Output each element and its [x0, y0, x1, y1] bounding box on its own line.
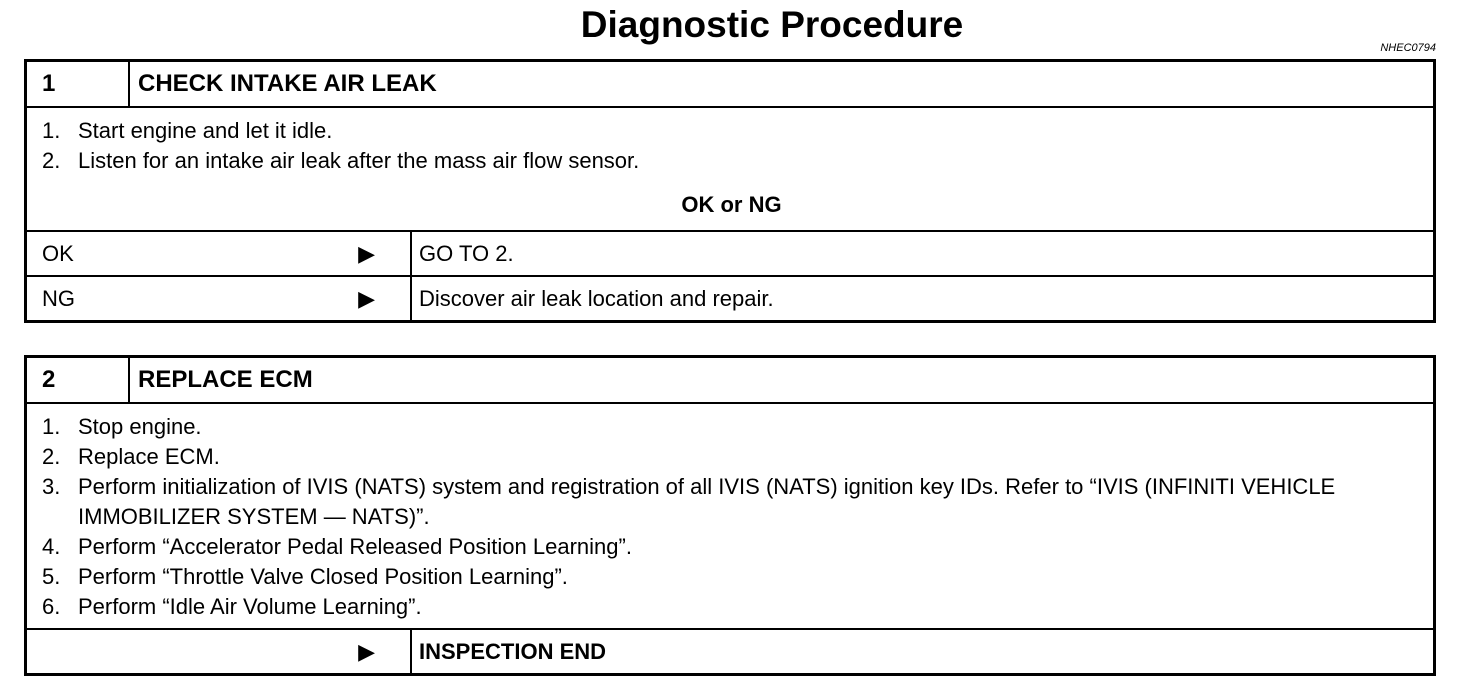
step-1-title: CHECK INTAKE AIR LEAK	[138, 70, 437, 97]
result-label: NG	[42, 286, 75, 311]
step-1-box	[24, 59, 1436, 323]
instruction-item	[42, 146, 1421, 176]
instruction-number: 1.	[42, 118, 61, 143]
instruction-text: Perform initialization of IVIS (NATS) system and registration of all IVIS (NATS) ignition key IDs. Refer to “IVIS (INFINITI VEHICLE IMMOBILIZER SYSTEM — NATS)”.	[78, 474, 1336, 529]
instruction-item	[42, 116, 1421, 146]
arrow-icon: ▶	[358, 241, 375, 266]
step-1-instructions	[27, 108, 1433, 230]
instruction-text: Stop engine.	[78, 414, 202, 439]
instruction-text: Perform “Throttle Valve Closed Position Learning”.	[78, 564, 568, 589]
step-2-title: REPLACE ECM	[138, 366, 313, 393]
instruction-number: 6.	[42, 594, 61, 619]
result-row-ng	[27, 275, 1433, 320]
arrow-icon: ▶	[358, 286, 375, 311]
instruction-number: 2.	[42, 148, 61, 173]
result-action: INSPECTION END	[419, 639, 607, 664]
step-2-instructions	[27, 404, 1433, 628]
instruction-item	[42, 592, 1421, 622]
arrow-icon: ▶	[358, 639, 375, 664]
instruction-number: 3.	[42, 474, 61, 499]
result-row-ok	[27, 230, 1433, 275]
document-code: NHEC0794	[1380, 42, 1436, 54]
instruction-item	[42, 532, 1421, 562]
instruction-item	[42, 562, 1421, 592]
instruction-number: 5.	[42, 564, 61, 589]
step-1-number: 1	[27, 62, 130, 106]
instruction-item	[42, 472, 1421, 532]
step-2-box	[24, 355, 1436, 676]
instruction-text: Replace ECM.	[78, 444, 220, 469]
instruction-item	[42, 442, 1421, 472]
instruction-number: 4.	[42, 534, 61, 559]
instruction-number: 1.	[42, 414, 61, 439]
instruction-text: Listen for an intake air leak after the mass air flow sensor.	[78, 148, 640, 173]
instruction-text: Start engine and let it idle.	[78, 118, 333, 143]
result-label: OK	[42, 241, 74, 266]
result-row-end	[27, 628, 1433, 673]
result-action: Discover air leak location and repair.	[419, 286, 774, 311]
instruction-text: Perform “Accelerator Pedal Released Position Learning”.	[78, 534, 632, 559]
instruction-text: Perform “Idle Air Volume Learning”.	[78, 594, 422, 619]
ok-or-ng-question: OK or NG	[681, 192, 782, 217]
instruction-item	[42, 412, 1421, 442]
result-action: GO TO 2.	[419, 241, 514, 266]
step-2-number: 2	[27, 358, 130, 402]
page-title: Diagnostic Procedure	[580, 4, 964, 45]
step-1-header	[27, 62, 1433, 108]
step-2-header	[27, 358, 1433, 404]
instruction-number: 2.	[42, 444, 61, 469]
